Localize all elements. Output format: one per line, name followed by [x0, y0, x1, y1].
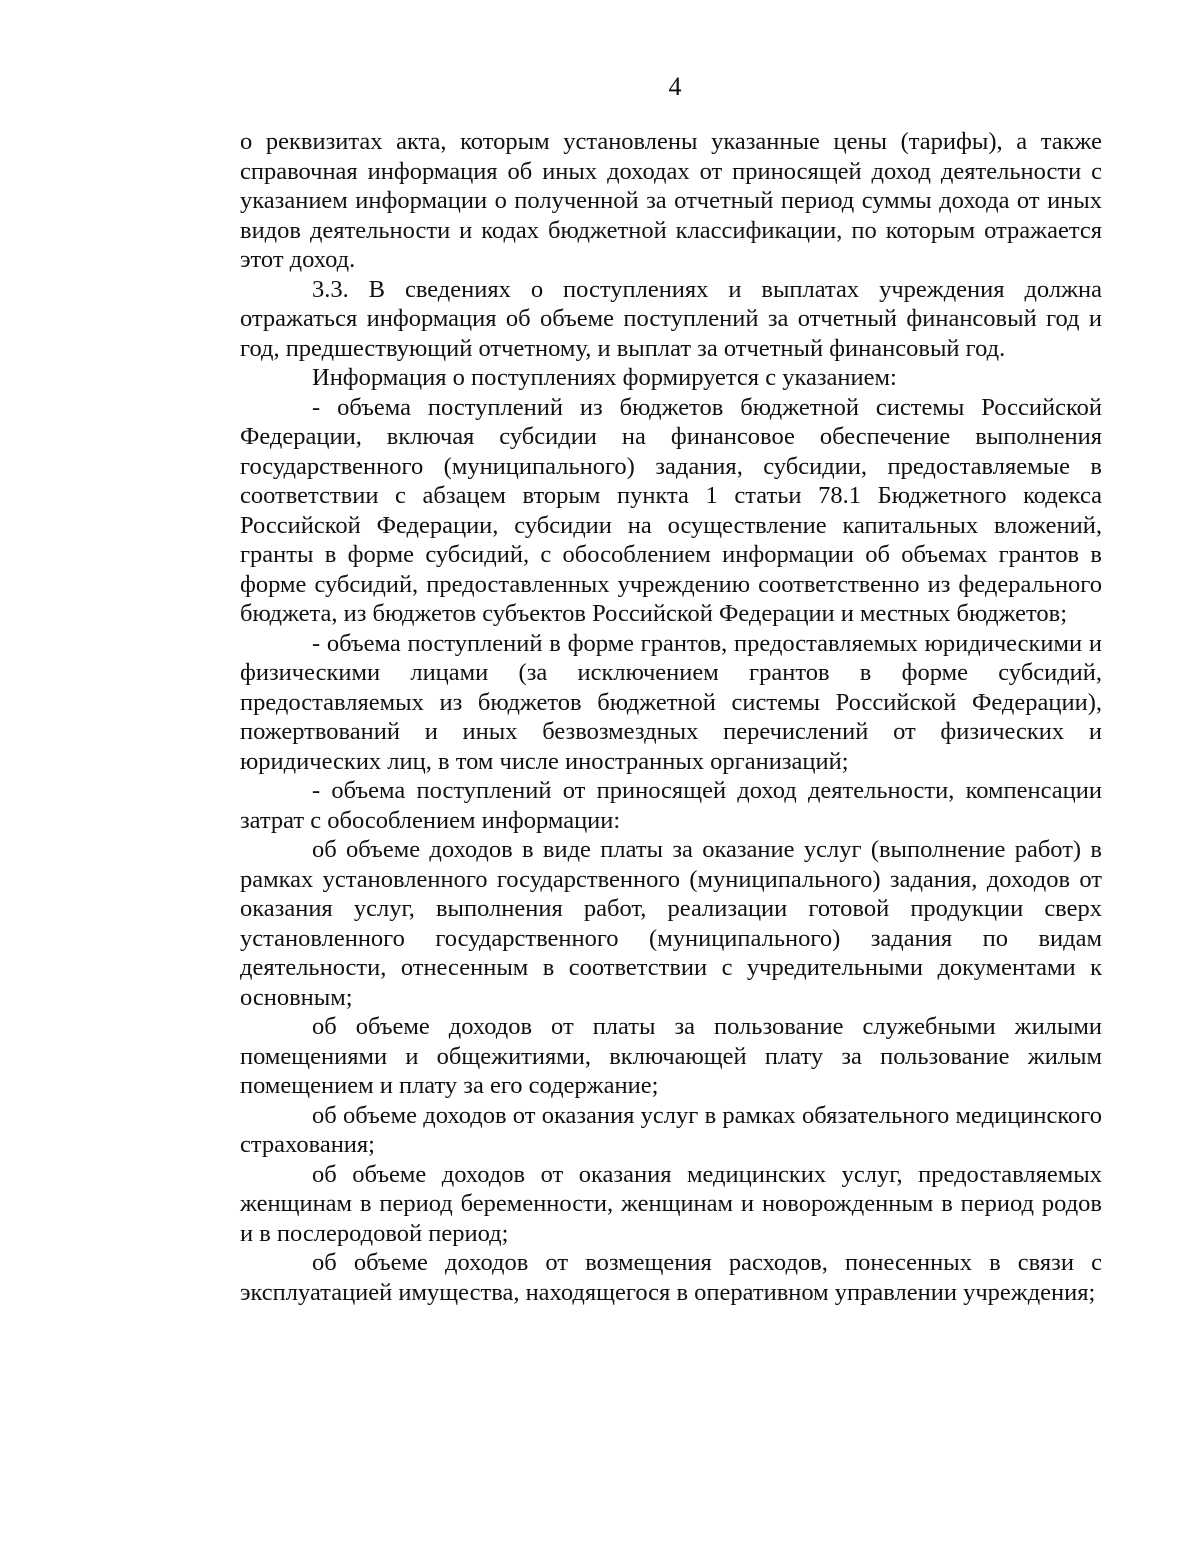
list-item-income-activity-receipts: - объема поступлений от приносящей доход деятельности, компенсации затрат с обособлением информации:	[240, 777, 1102, 834]
paragraph-receipts-intro: Информация о поступлениях формируется с указанием:	[312, 364, 897, 391]
list-item-budget-receipts: - объема поступлений из бюджетов бюджетной системы Российской Федерации, включая субсидии на финансовое обеспечение выполнения государственного (муниципального) задания, субсидии, предоставляемые в соответствии с абзацем вторым пункта 1 статьи 78.1 Бюджетного кодекса Российской Федерации, субсидии на осуществление капитальных вложений, гранты в форме субсидий, с обособлением информации об объемах грантов в форме субсидий, предоставленных учреждению соответственно из федерального бюджета, из бюджетов субъектов Российской Федерации и местных бюджетов;	[240, 393, 1102, 627]
paragraph-continuation: о реквизитах акта, которым установлены указанные цены (тарифы), а также справочная информация об иных доходах от приносящей доход деятельности с указанием информации о полученной за отчетный период суммы дохода от иных видов деятельности и кодах бюджетной классификации, по которым отражается этот доход.	[240, 128, 1102, 273]
sub-item-service-fees: об объеме доходов в виде платы за оказание услуг (выполнение работ) в рамках установленного государственного (муниципального) задания, доходов от оказания услуг, выполнения работ, реализации готовой продукции сверх установленного государственного (муниципального) задания по видам деятельности, отнесенным в соответствии с учредительными документами к основным;	[240, 836, 1102, 1011]
document-body	[240, 127, 1102, 1307]
sub-item-maternity-services: об объеме доходов от оказания медицинских услуг, предоставляемых женщинам в период беременности, женщинам и новорожденным в период родов и в послеродовой период;	[240, 1160, 1102, 1247]
sub-item-property-expenses: об объеме доходов от возмещения расходов, понесенных в связи с эксплуатацией имущества, находящегося в оперативном управлении учреждения;	[240, 1249, 1102, 1306]
sub-item-medical-insurance: об объеме доходов от оказания услуг в рамках обязательного медицинского страхования;	[240, 1101, 1102, 1158]
list-item-grant-receipts: - объема поступлений в форме грантов, предоставляемых юридическими и физическими лицами (за исключением грантов в форме субсидий, предоставляемых из бюджетов бюджетной системы Российской Федерации), пожертвований и иных безвозмездных перечислений от физических и юридических лиц, в том числе иностранных организаций;	[240, 629, 1102, 775]
paragraph-section-3-3: 3.3. В сведениях о поступлениях и выплатах учреждения должна отражаться информация об объеме поступлений за отчетный финансовый год и год, предшествующий отчетному, и выплат за отчетный финансовый год.	[240, 275, 1102, 362]
page-number: 4	[668, 72, 682, 101]
sub-item-housing-fees: об объеме доходов от платы за пользование служебными жилыми помещениями и общежитиями, включающей плату за пользование жилым помещением и плату за его содержание;	[240, 1013, 1102, 1099]
